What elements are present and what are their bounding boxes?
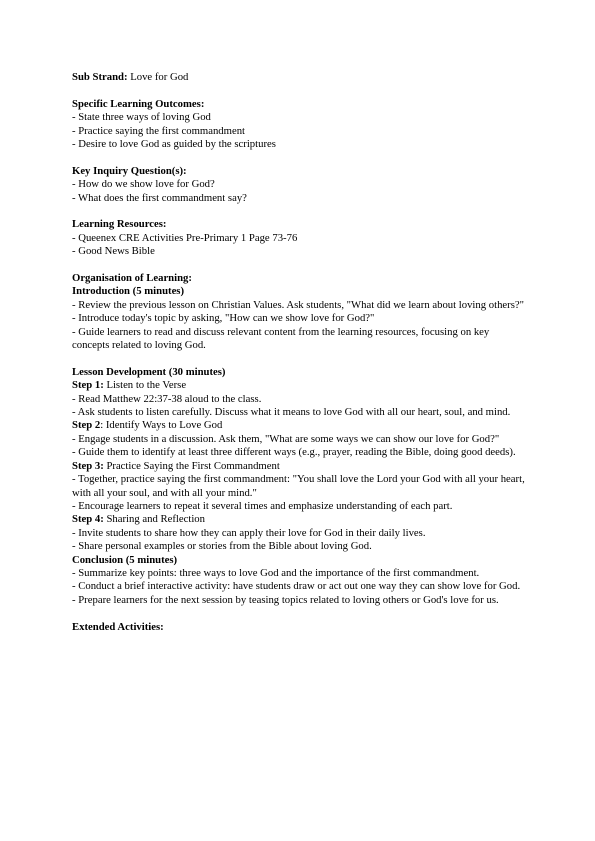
step-4-line (72, 513, 527, 526)
outcome-item: - State three ways of loving God (72, 111, 211, 124)
step-2-item: - Engage students in a discussion. Ask them, "What are some ways we can show our love for God?" (72, 432, 500, 445)
introduction-item: - Introduce today's topic by asking, "How can we show love for God?" (72, 312, 375, 325)
sub-strand-value: Love for God (127, 71, 189, 83)
extended-section (72, 621, 527, 634)
conclusion-heading: Conclusion (5 minutes) (72, 553, 178, 566)
step-1-item: - Ask students to listen carefully. Discuss what it means to love God with all our heart, soul, and mind. (72, 406, 511, 419)
inquiry-item: - How do we show love for God? (72, 178, 215, 191)
step-4-label: Step 4: (72, 513, 104, 526)
outcome-item: - Desire to love God as guided by the scriptures (72, 138, 276, 151)
resources-heading: Learning Resources: (72, 218, 167, 231)
introduction-item: - Review the previous lesson on Christian Values. Ask students, "What did we learn about loving others?" (72, 298, 524, 311)
conclusion-item: - Summarize key points: three ways to love God and the importance of the first commandment. (72, 566, 480, 579)
conclusion-item: - Conduct a brief interactive activity: have students draw or act out one way they can show love for God. (72, 580, 521, 593)
outcomes-heading: Specific Learning Outcomes: (72, 97, 205, 110)
step-1-line (72, 379, 527, 392)
sub-strand-line (72, 71, 527, 84)
sub-strand-label: Sub Strand: (72, 71, 128, 83)
step-3-title: Practice Saying the First Commandment (103, 459, 280, 472)
resource-item: - Queenex CRE Activities Pre-Primary 1 Page 73-76 (72, 231, 298, 244)
organisation-heading: Organisation of Learning: (72, 272, 192, 285)
development-heading: Lesson Development (30 minutes) (72, 365, 226, 378)
step-3-label: Step 3: (72, 459, 104, 472)
step-2-item: - Guide them to identify at least three different ways (e.g., prayer, reading the Bible, doing good deeds). (72, 446, 516, 459)
resource-item: - Good News Bible (72, 245, 155, 258)
outcome-item: - Practice saying the first commandment (72, 124, 246, 137)
extended-heading: Extended Activities: (72, 620, 164, 633)
development-section (72, 366, 527, 607)
step-4-item: - Share personal examples or stories from the Bible about loving God. (72, 540, 372, 553)
step-4-title: Sharing and Reflection (103, 513, 205, 526)
step-3-line (72, 460, 527, 473)
step-2-title: : Identify Ways to Love God (100, 419, 223, 432)
step-1-label: Step 1: (72, 379, 104, 392)
outcomes-section (72, 98, 527, 152)
introduction-heading: Introduction (5 minutes) (72, 285, 185, 298)
step-1-item: - Read Matthew 22:37-38 aloud to the class. (72, 392, 262, 405)
step-3-item: - Together, practice saying the first commandment: "You shall love the Lord your God with all your heart, with all your soul, and with all your mind." (72, 473, 525, 499)
resources-section (72, 218, 527, 258)
step-4-item: - Invite students to share how they can apply their love for God in their daily lives. (72, 526, 426, 539)
sub-strand-section (72, 71, 527, 84)
step-2-line (72, 419, 527, 432)
inquiry-heading: Key Inquiry Question(s): (72, 164, 187, 177)
inquiry-item: - What does the first commandment say? (72, 191, 247, 204)
step-1-title: Listen to the Verse (103, 379, 187, 392)
inquiry-section (72, 165, 527, 205)
lesson-plan-content (72, 71, 527, 647)
introduction-item: - Guide learners to read and discuss relevant content from the learning resources, focusing on key concepts related to loving God. (72, 325, 490, 352)
step-3-item: - Encourage learners to repeat it several times and emphasize understanding of each part. (72, 499, 453, 512)
step-2-label: Step 2 (72, 419, 101, 432)
conclusion-item: - Prepare learners for the next session by teasing topics related to loving others or God's love for us. (72, 593, 499, 606)
organisation-section (72, 272, 527, 352)
